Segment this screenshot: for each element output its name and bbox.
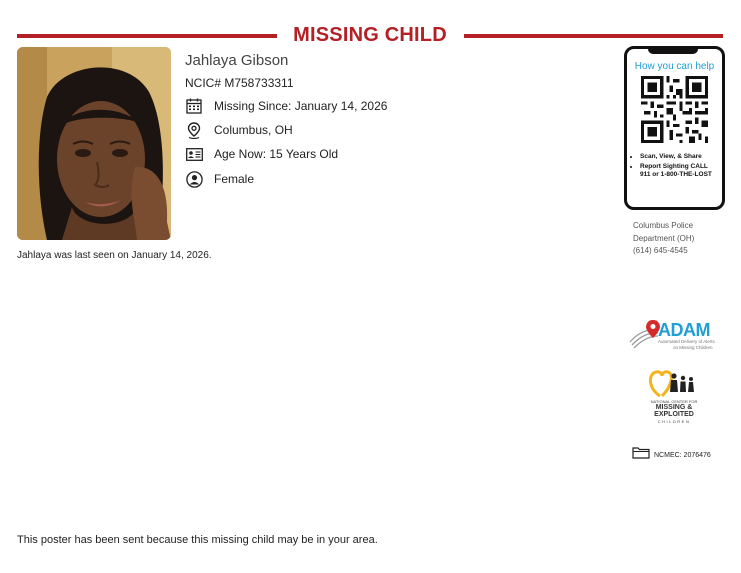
ncmec-logo-graphic <box>646 368 702 398</box>
age-now: Age Now: 15 Years Old <box>214 147 339 161</box>
help-bullet-share: • Scan, View, & Share <box>640 153 720 162</box>
adam-tagline-2: on Missing Children <box>673 345 713 350</box>
ncmec-case-text: NCMEC: 2076476 <box>654 451 711 459</box>
sex: Female <box>214 172 255 186</box>
adam-wordmark: ADAM <box>658 320 710 340</box>
help-bullet-report: • Report Sighting CALL 911 or 1-800-THE-LOST <box>640 163 720 180</box>
header-rule-right <box>464 34 723 38</box>
poster-title: MISSING CHILD <box>293 24 447 46</box>
person-icon <box>185 170 203 188</box>
ncmec-logo <box>646 368 702 426</box>
qr-code-image <box>641 76 708 143</box>
agency-contact <box>633 220 694 258</box>
ncmec-line1: NATIONAL CENTER FOR <box>650 399 698 404</box>
ncmec-case-number <box>632 446 711 464</box>
agency-name-line1: Columbus Police <box>633 221 694 230</box>
help-card-bullets <box>629 153 720 181</box>
phone-notch <box>648 48 698 54</box>
ncmec-line3: EXPLOITED <box>654 411 694 418</box>
child-name: Jahlaya Gibson <box>185 52 289 69</box>
missing-since: Missing Since: January 14, 2026 <box>214 99 388 113</box>
id-card-icon <box>185 145 203 163</box>
adam-tagline-1: Automated Delivery of Alerts <box>658 339 715 344</box>
footer-notice: This poster has been sent because this missing child may be in your area. <box>17 534 378 546</box>
agency-phone[interactable]: (614) 645-4545 <box>633 246 688 255</box>
qr-code[interactable] <box>641 76 708 143</box>
child-photo-image <box>17 47 171 240</box>
calendar-icon <box>185 97 203 115</box>
ncic-number: NCIC# M758733311 <box>185 76 294 90</box>
help-card <box>624 46 725 210</box>
sex-row <box>185 169 254 189</box>
location-row <box>185 120 293 140</box>
ncmec-line4: CHILDREN <box>657 419 691 424</box>
missing-since-row <box>185 96 387 116</box>
child-photo <box>17 47 171 240</box>
header-rule-left <box>17 34 277 38</box>
folder-icon <box>632 446 650 464</box>
agency-name-line2: Department (OH) <box>633 233 695 243</box>
age-row <box>185 144 338 164</box>
help-card-title: How you can help <box>634 61 715 72</box>
ncmec-line2: MISSING & <box>655 404 693 411</box>
last-known-location: Columbus, OH <box>214 123 293 137</box>
location-pin-icon <box>185 121 203 139</box>
last-seen-text: Jahlaya was last seen on January 14, 2026. <box>17 250 212 261</box>
adam-logo <box>628 318 720 354</box>
